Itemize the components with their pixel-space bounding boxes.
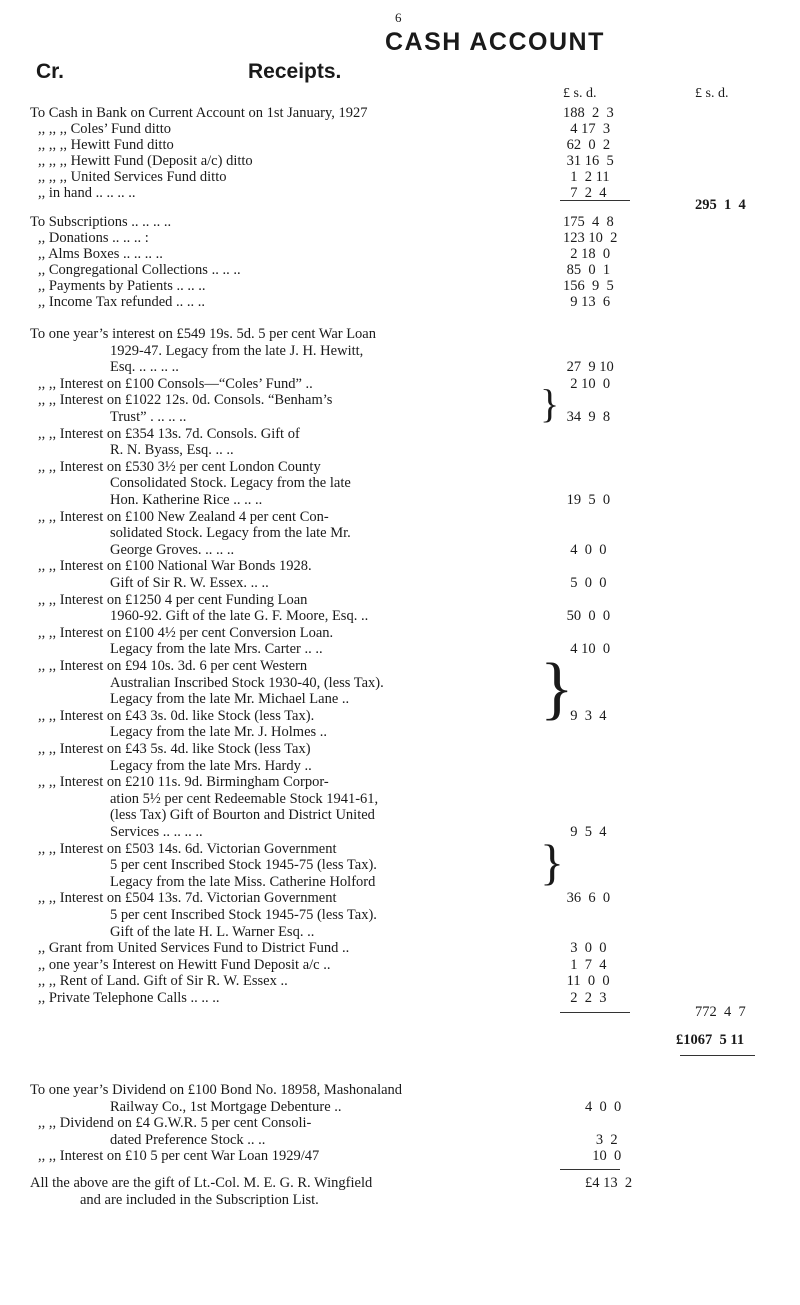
interest-amount: 9 5 4 xyxy=(563,824,607,840)
interest-line: ,, ,, Interest on £503 14s. 6d. Victorian Government xyxy=(38,841,337,857)
interest-line: 1929-47. Legacy from the late J. H. Hewitt, xyxy=(110,343,364,359)
interest-line: Esq. .. .. .. .. xyxy=(110,359,179,375)
interest-amount: 11 0 0 xyxy=(563,973,610,989)
interest-amount: 19 5 0 xyxy=(563,492,611,508)
interest-amount: 9 3 4 xyxy=(563,708,607,724)
side-label: Cr. xyxy=(36,60,65,83)
interest-line: (less Tax) Gift of Bourton and District United xyxy=(110,807,375,823)
dividend-line: ,, ,, Interest on £10 5 per cent War Loan 1929/47 xyxy=(38,1148,320,1164)
interest-line: Legacy from the late Mrs. Carter .. .. xyxy=(110,641,323,657)
interest-line: Australian Inscribed Stock 1930-40, (less Tax). xyxy=(110,675,384,691)
dividend-line: ,, ,, Dividend on £4 G.W.R. 5 per cent Consoli- xyxy=(38,1115,312,1131)
interest-line: ,, one year’s Interest on Hewitt Fund Deposit a/c .. xyxy=(38,957,331,973)
interest-line: Services .. .. .. .. xyxy=(110,824,203,840)
interest-line: ,, ,, Interest on £43 5s. 4d. like Stock (less Tax) xyxy=(38,741,311,757)
line-text: To Subscriptions .. .. .. .. xyxy=(30,214,172,230)
line-text: ,, Donations .. .. .. : xyxy=(38,230,149,246)
interest-line: solidated Stock. Legacy from the late Mr. xyxy=(110,525,351,541)
line-amount: 1 2 11 xyxy=(563,169,610,185)
line-text: ,, in hand .. .. .. .. xyxy=(38,185,136,201)
line-amount: 62 0 2 xyxy=(563,137,611,153)
interest-line: Legacy from the late Mr. J. Holmes .. xyxy=(110,724,328,740)
interest-line: Legacy from the late Mr. Michael Lane .. xyxy=(110,691,350,707)
interest-line: George Groves. .. .. .. xyxy=(110,542,235,558)
line-amount: 85 0 1 xyxy=(563,262,611,278)
interest-line: 5 per cent Inscribed Stock 1945-75 (less Tax). xyxy=(110,857,377,873)
dividend-amount: 10 0 xyxy=(585,1148,622,1164)
subtotal-interest: 772 4 7 xyxy=(695,1004,746,1020)
brace: } xyxy=(540,834,564,890)
interest-line: Gift of Sir R. W. Essex. .. .. xyxy=(110,575,269,591)
interest-line: ,, ,, Rent of Land. Gift of Sir R. W. Essex .. xyxy=(38,973,288,989)
interest-line: ation 5½ per cent Redeemable Stock 1941-61, xyxy=(110,791,379,807)
line-amount: 123 10 2 xyxy=(563,230,618,246)
line-text: ,, Income Tax refunded .. .. .. xyxy=(38,294,206,310)
interest-line: ,, Private Telephone Calls .. .. .. xyxy=(38,990,220,1006)
line-amount: 156 9 5 xyxy=(563,278,614,294)
line-amount: 2 18 0 xyxy=(563,246,611,262)
interest-amount: 27 9 10 xyxy=(563,359,614,375)
line-amount: 7 2 4 xyxy=(563,185,607,201)
interest-line: Trust” . .. .. .. xyxy=(110,409,187,425)
rule xyxy=(560,1169,620,1170)
interest-line: ,, ,, Interest on £100 Consols—“Coles’ Fund” .. xyxy=(38,376,313,392)
interest-line: ,, ,, Interest on £100 National War Bonds 1928. xyxy=(38,558,312,574)
interest-amount: 5 0 0 xyxy=(563,575,607,591)
interest-line: Legacy from the late Mrs. Hardy .. xyxy=(110,758,312,774)
line-amount: 175 4 8 xyxy=(563,214,614,230)
interest-line: ,, ,, Interest on £94 10s. 3d. 6 per cent Western xyxy=(38,658,308,674)
interest-line: ,, ,, Interest on £504 13s. 7d. Victorian Government xyxy=(38,890,337,906)
dividend-amount: 3 2 xyxy=(585,1132,618,1148)
dividend-line: dated Preference Stock .. .. xyxy=(110,1132,266,1148)
interest-line: ,, ,, Interest on £43 3s. 0d. like Stock (less Tax). xyxy=(38,708,315,724)
interest-line: ,, ,, Interest on £530 3½ per cent London County xyxy=(38,459,321,475)
page-number: 6 xyxy=(395,10,402,25)
line-text: ,, ,, ,, United Services Fund ditto xyxy=(38,169,227,185)
line-text: ,, Alms Boxes .. .. .. .. xyxy=(38,246,163,262)
interest-line: To one year’s interest on £549 19s. 5d. 5 per cent War Loan xyxy=(30,326,376,342)
line-amount: 31 16 5 xyxy=(563,153,614,169)
line-text: ,, ,, ,, Coles’ Fund ditto xyxy=(38,121,172,137)
total-column-header: £ s. d. xyxy=(695,86,729,101)
interest-line: Hon. Katherine Rice .. .. .. xyxy=(110,492,263,508)
line-text: ,, Congregational Collections .. .. .. xyxy=(38,262,241,278)
interest-line: Consolidated Stock. Legacy from the late xyxy=(110,475,351,491)
grand-total: £1067 5 11 xyxy=(676,1032,745,1048)
interest-line: 1960-92. Gift of the late G. F. Moore, Esq. .. xyxy=(110,608,369,624)
rule xyxy=(560,200,630,201)
interest-amount: 1 7 4 xyxy=(563,957,607,973)
interest-amount: 36 6 0 xyxy=(563,890,611,906)
interest-amount: 3 0 0 xyxy=(563,940,607,956)
interest-line: 5 per cent Inscribed Stock 1945-75 (less Tax). xyxy=(110,907,377,923)
line-text: To Cash in Bank on Current Account on 1st January, 1927 xyxy=(30,105,368,121)
line-text: ,, Payments by Patients .. .. .. xyxy=(38,278,206,294)
interest-line: ,, Grant from United Services Fund to District Fund .. xyxy=(38,940,350,956)
footnote: All the above are the gift of Lt.-Col. M. E. G. R. Wingfield xyxy=(30,1175,373,1191)
page-title: CASH ACCOUNT xyxy=(385,28,605,56)
interest-amount: 34 9 8 xyxy=(563,409,611,425)
interest-line: ,, ,, Interest on £354 13s. 7d. Consols. Gift of xyxy=(38,426,300,442)
interest-line: ,, ,, Interest on £100 4½ per cent Conversion Loan. xyxy=(38,625,334,641)
line-text: ,, ,, ,, Hewitt Fund (Deposit a/c) ditto xyxy=(38,153,253,169)
interest-amount: 2 10 0 xyxy=(563,376,611,392)
line-amount: 9 13 6 xyxy=(563,294,611,310)
interest-amount: 4 0 0 xyxy=(563,542,607,558)
footnote: and are included in the Subscription List. xyxy=(80,1192,319,1208)
interest-line: R. N. Byass, Esq. .. .. xyxy=(110,442,234,458)
dividend-line: To one year’s Dividend on £100 Bond No. 18958, Mashonaland xyxy=(30,1082,403,1098)
section-title: Receipts. xyxy=(248,60,342,83)
interest-line: Legacy from the late Miss. Catherine Holford xyxy=(110,874,376,890)
brace: } xyxy=(540,650,574,727)
brace: } xyxy=(540,381,560,426)
subtotal-cash-and-receipts: 295 1 4 xyxy=(695,197,746,213)
interest-line: ,, ,, Interest on £100 New Zealand 4 per cent Con- xyxy=(38,509,329,525)
line-text: ,, ,, ,, Hewitt Fund ditto xyxy=(38,137,174,153)
interest-amount: 2 2 3 xyxy=(563,990,607,1006)
interest-line: ,, ,, Interest on £1250 4 per cent Funding Loan xyxy=(38,592,308,608)
rule xyxy=(680,1055,755,1056)
subcolumn-header: £ s. d. xyxy=(563,86,597,101)
line-amount: 188 2 3 xyxy=(563,105,614,121)
line-amount: 4 17 3 xyxy=(563,121,611,137)
interest-line: ,, ,, Interest on £1022 12s. 0d. Consols. “Benham’s xyxy=(38,392,333,408)
interest-line: Gift of the late H. L. Warner Esq. .. xyxy=(110,924,315,940)
interest-amount: 4 10 0 xyxy=(563,641,611,657)
rule xyxy=(560,1012,630,1013)
interest-line: ,, ,, Interest on £210 11s. 9d. Birmingham Corpor- xyxy=(38,774,329,790)
dividend-line: Railway Co., 1st Mortgage Debenture .. xyxy=(110,1099,342,1115)
dividend-amount: 4 0 0 xyxy=(585,1099,622,1115)
interest-amount: 50 0 0 xyxy=(563,608,611,624)
footer-total: £4 13 2 xyxy=(585,1175,633,1191)
